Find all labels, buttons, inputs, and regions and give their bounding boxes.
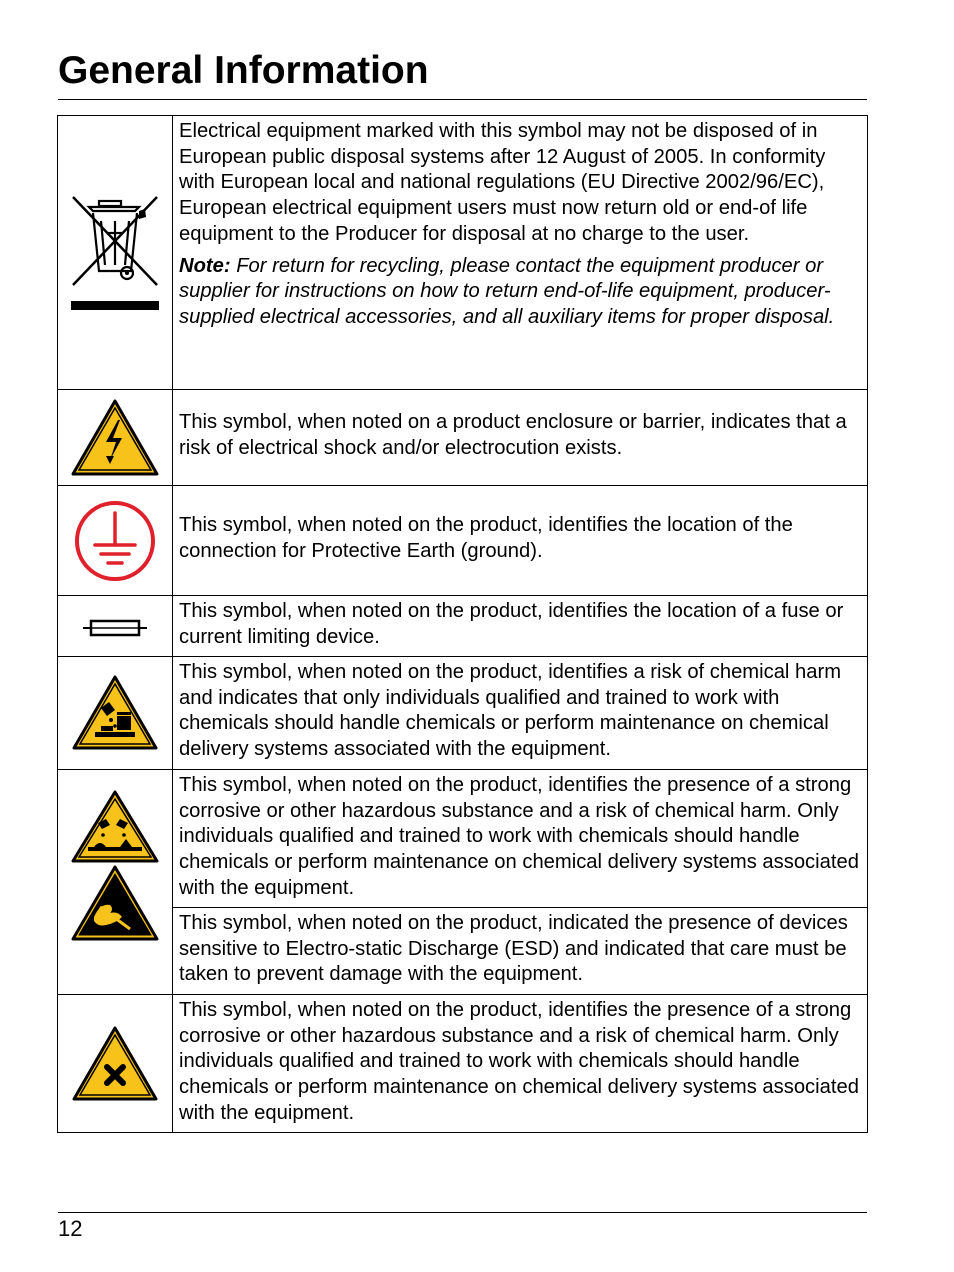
chemical-harm-warning-icon	[71, 674, 159, 752]
table-row	[58, 908, 868, 995]
symbols-table	[57, 115, 868, 1133]
table-row	[58, 657, 868, 770]
note-label: Note:	[179, 254, 231, 277]
title-divider	[58, 99, 867, 100]
corrosive-warning-icon	[70, 789, 160, 865]
fuse-icon	[83, 615, 147, 641]
row-text: This symbol, when noted on the product, identifies the presence of a strong corrosive or other hazardous substance and a risk of chemical harm. Only individuals qualified and trained to work with chemicals should handle chemicals or perform maintenance on chemical delivery systems associated with the equipment.	[179, 999, 859, 1124]
footer-divider	[58, 1212, 867, 1213]
table-row	[58, 596, 868, 657]
icon-cell	[58, 657, 173, 770]
description-cell	[173, 486, 868, 596]
description-cell	[173, 116, 868, 390]
icon-cell	[58, 995, 173, 1133]
page-number: 12	[58, 1216, 83, 1241]
table-row	[58, 486, 868, 596]
description-cell	[173, 908, 868, 995]
weee-crossed-bin-icon	[69, 193, 161, 313]
esd-warning-icon	[70, 865, 160, 943]
icon-cell	[58, 770, 173, 995]
row-text: This symbol, when noted on the product, indicated the presence of devices sensitive to Electro-static Discharge (ESD) and indicated that care must be taken to prevent damage with the equipment.	[179, 912, 848, 986]
icon-cell	[58, 486, 173, 596]
description-cell	[173, 596, 868, 657]
table-row	[58, 390, 868, 486]
page-title: General Information	[58, 49, 429, 92]
row-text: Electrical equipment marked with this symbol may not be disposed of in European public disposal systems after 12 August of 2005. In conformity with European local and national regulations (EU Directive 2002/96/EC), European electrical equipment users must now return old or end-of life equipment to the Producer for disposal at no charge to the user.	[179, 120, 826, 245]
table-row	[58, 116, 868, 390]
icon-cell	[58, 390, 173, 486]
note-paragraph	[179, 254, 859, 331]
row-text: This symbol, when noted on the product, identifies the location of a fuse or current limiting device.	[179, 600, 844, 648]
electrical-shock-warning-icon	[70, 398, 160, 478]
icon-cell	[58, 116, 173, 390]
row-text: This symbol, when noted on the product, identifies a risk of chemical harm and indicates that only individuals qualified and trained to work with chemicals should handle chemicals or perform maintenance on chemical delivery systems associated with the equipment.	[179, 661, 842, 761]
icon-cell	[58, 596, 173, 657]
table-row	[58, 995, 868, 1133]
description-cell	[173, 995, 868, 1133]
row-text: This symbol, when noted on a product enclosure or barrier, indicates that a risk of electrical shock and/or electrocution exists.	[179, 411, 847, 459]
row-text: This symbol, when noted on the product, identifies the presence of a strong corrosive or other hazardous substance and a risk of chemical harm. Only individuals qualified and trained to work with chemicals should handle chemicals or perform maintenance on chemical delivery systems associated with the equipment.	[179, 774, 859, 899]
table-row	[58, 770, 868, 908]
description-cell	[173, 390, 868, 486]
protective-earth-icon	[73, 499, 157, 583]
description-cell	[173, 770, 868, 908]
note-text: For return for recycling, please contact the equipment producer or supplier for instructions on how to return end-of-life equipment, producer-supplied electrical accessories, and all auxiliary items for proper disposal.	[179, 254, 835, 328]
row-text: This symbol, when noted on the product, identifies the location of the connection for Protective Earth (ground).	[179, 514, 793, 562]
description-cell	[173, 657, 868, 770]
harmful-substance-warning-icon	[71, 1025, 159, 1103]
